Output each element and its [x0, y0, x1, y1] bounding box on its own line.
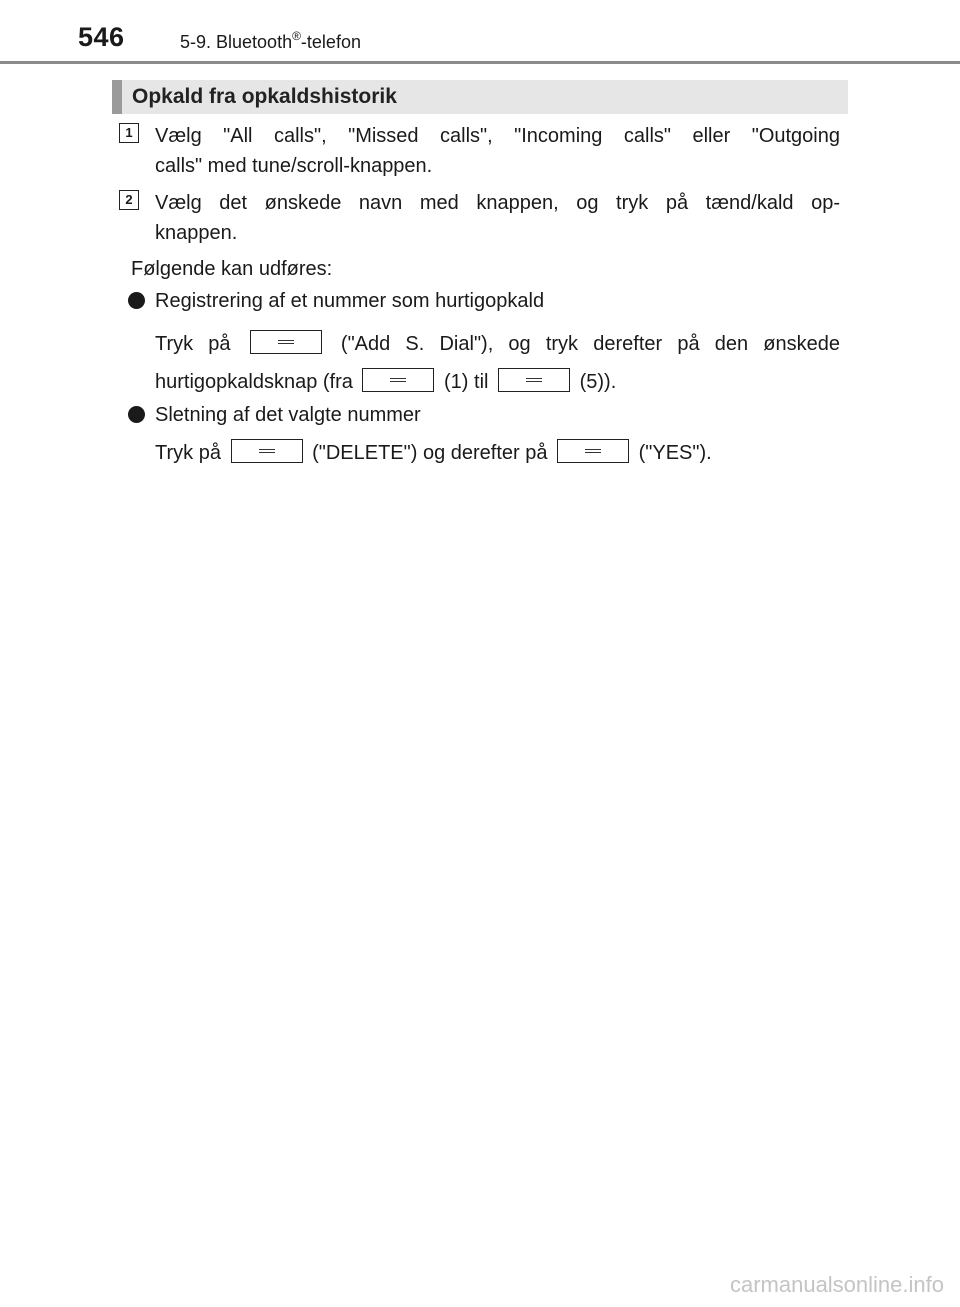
register-text-b: ("Add S. Dial"), og tryk derefter på den ønskede [340, 333, 840, 355]
header-divider [0, 61, 960, 64]
step-1-text-line-2: calls" med tune/scroll-knappen. [155, 155, 433, 177]
step-number-2: 2 [119, 190, 139, 210]
speed-dial-1-button-icon [362, 368, 434, 392]
chapter-suffix: -telefon [300, 32, 361, 52]
yes-button-icon [557, 439, 629, 463]
option-register-title: Registrering af et nummer som hurtigopkald [155, 290, 545, 312]
step-2-text-line-2: knappen. [155, 222, 238, 244]
speed-dial-5-button-icon [498, 368, 570, 392]
delete-button-icon [231, 439, 303, 463]
step-2-text-line-1: Vælg det ønskede navn med knappen, og tryk på tænd/kald op- [155, 192, 840, 214]
chapter-title [180, 30, 361, 53]
page-header [0, 0, 960, 62]
intro-text: Følgende kan udføres: [131, 258, 333, 280]
registered-mark: ® [292, 29, 301, 43]
option-register-line-2 [155, 367, 616, 397]
register-text-a: Tryk på [155, 333, 231, 355]
register-text-e: (5)). [579, 371, 617, 393]
register-text-c: hurtigopkaldsknap (fra [155, 371, 353, 393]
option-delete-line [155, 438, 712, 468]
bullet-icon [128, 292, 145, 309]
step-number-1: 1 [119, 123, 139, 143]
bullet-icon [128, 406, 145, 423]
section-heading [112, 80, 848, 114]
delete-text-c: ("YES"). [638, 442, 712, 464]
page-number: 546 [78, 22, 125, 52]
step-1-text-line-1: Vælg "All calls", "Missed calls", "Incoming calls" eller "Outgoing [155, 125, 840, 147]
delete-text-b: ("DELETE") og derefter på [312, 442, 548, 464]
delete-text-a: Tryk på [155, 442, 221, 464]
add-speed-dial-button-icon [250, 330, 322, 354]
chapter-prefix: 5-9. Bluetooth [180, 32, 293, 52]
option-delete-title: Sletning af det valgte nummer [155, 404, 421, 426]
watermark: carmanualsonline.info [729, 1272, 944, 1297]
section-title: Opkald fra opkaldshistorik [132, 85, 397, 108]
option-register-line-1 [155, 329, 840, 359]
register-text-d: (1) til [444, 371, 489, 393]
